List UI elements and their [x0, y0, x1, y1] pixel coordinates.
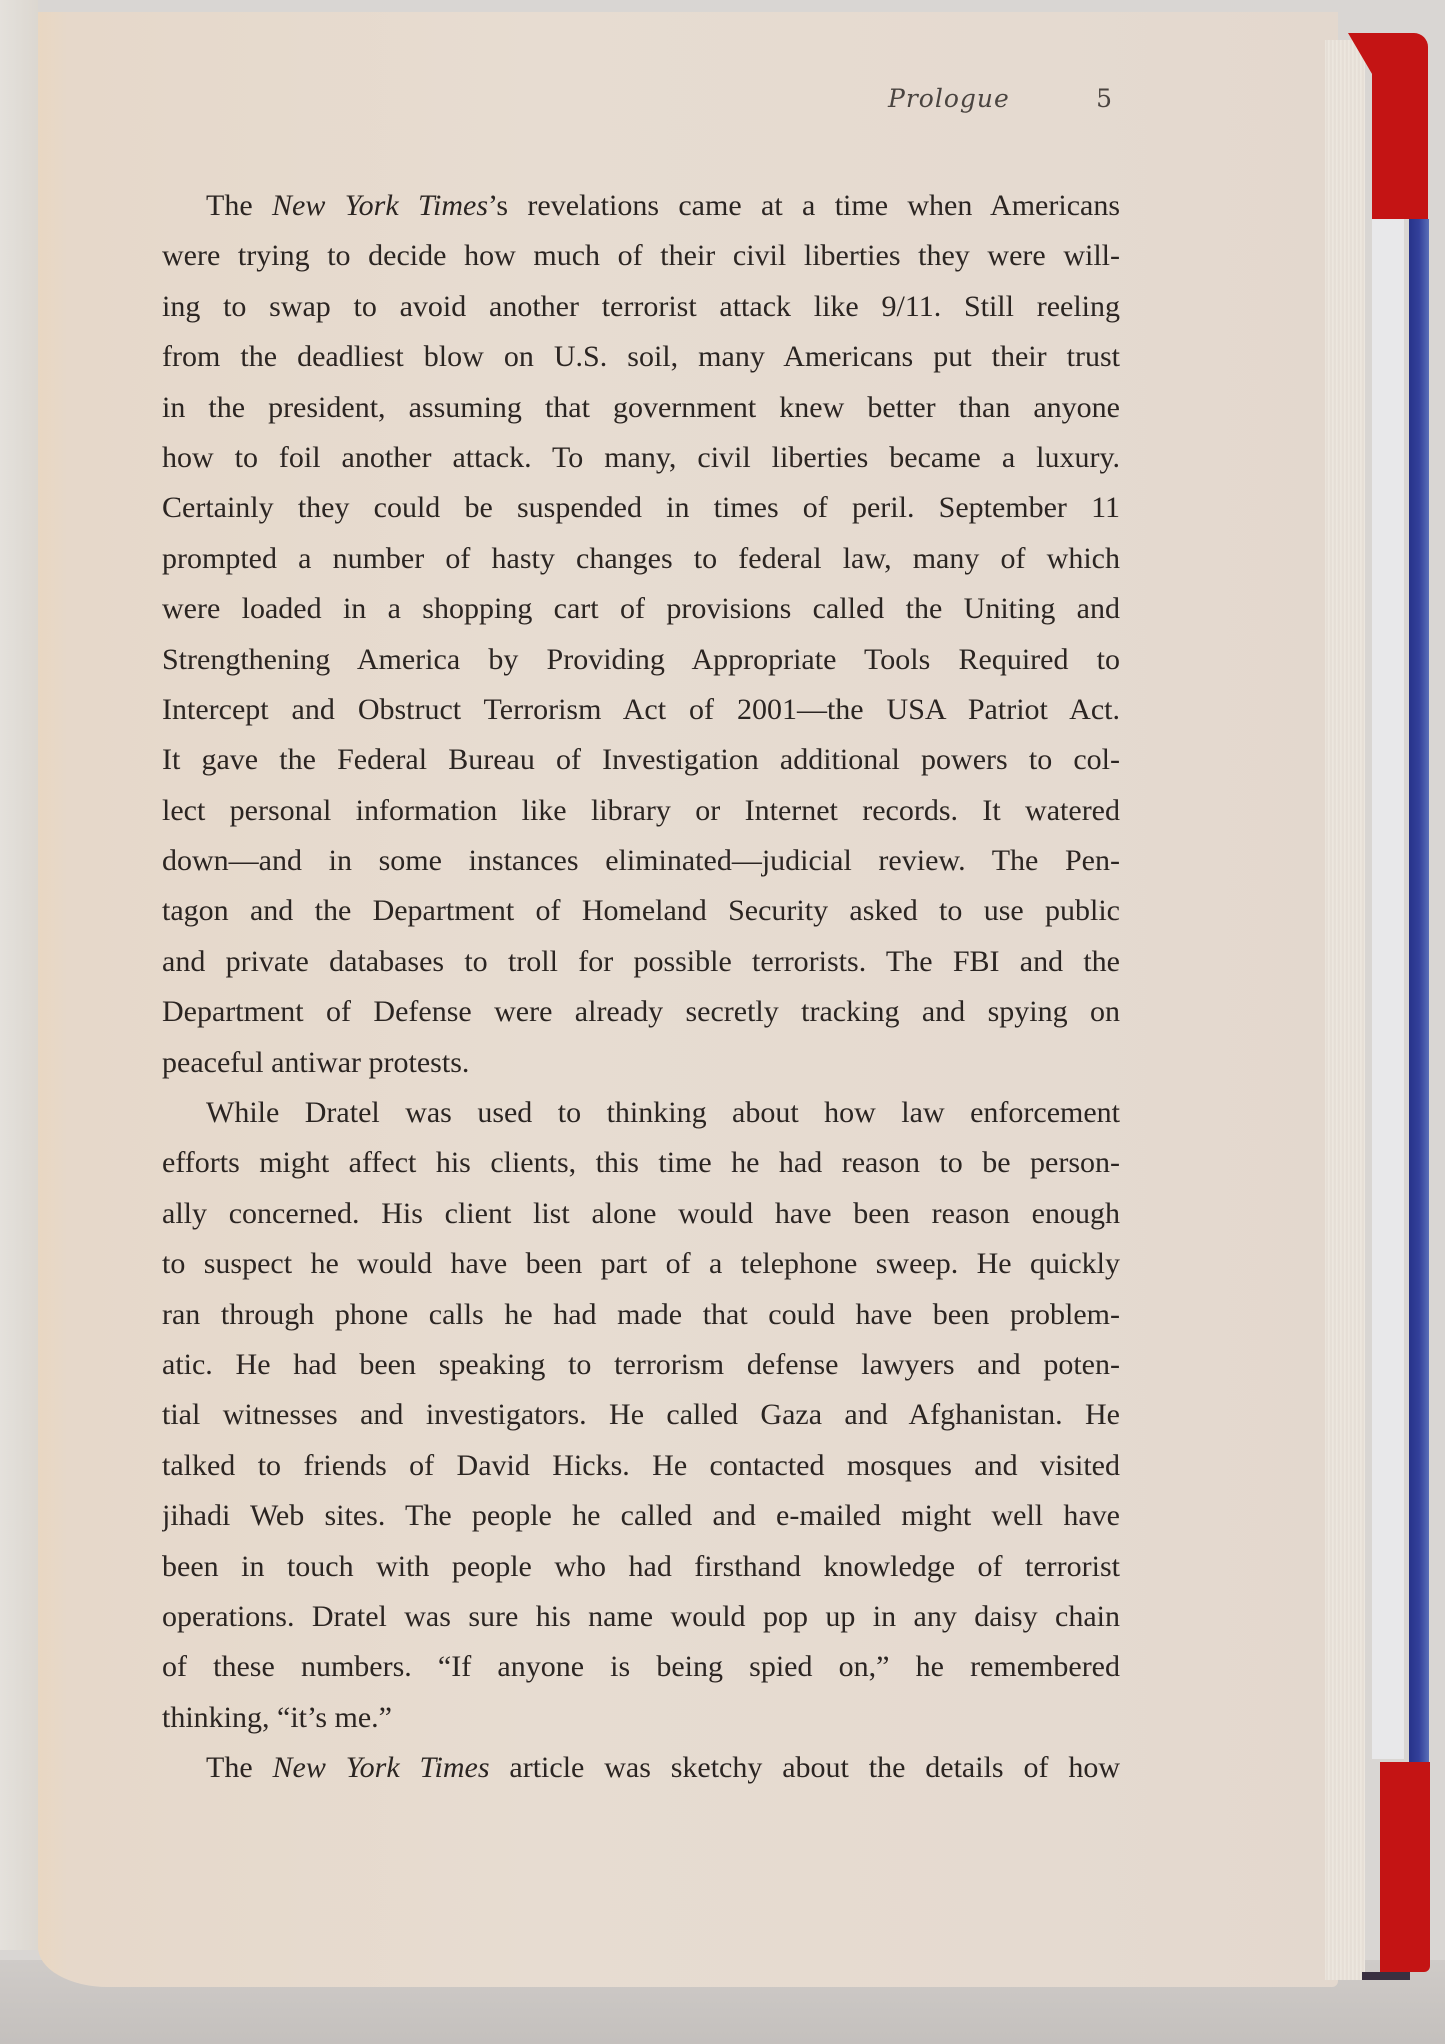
text-run: ’s revelations came at a time when Americans	[488, 189, 1120, 222]
text-run: were loaded in a shopping cart of provisions called the Uniting and	[162, 592, 1120, 626]
text-run: While Dratel was used to thinking about how law enforcement	[206, 1096, 1120, 1130]
text-line	[162, 1290, 1120, 1340]
text-line	[162, 1138, 1120, 1188]
facing-page-edge	[0, 0, 38, 1950]
text-line	[162, 231, 1120, 281]
text-line	[162, 433, 1120, 483]
text-line	[162, 685, 1120, 735]
text-run: operations. Dratel was sure his name would pop up in any daisy chain	[162, 1599, 1120, 1633]
text-line	[162, 282, 1120, 332]
cover-blue-band	[1409, 219, 1429, 1764]
text-run: to suspect he would have been part of a telephone sweep. He quickly	[162, 1247, 1120, 1281]
text-run: prompted a number of hasty changes to federal law, many of which	[162, 541, 1120, 575]
text-run: ally concerned. His client list alone would have been reason enough	[162, 1196, 1120, 1230]
text-run: The	[206, 1751, 273, 1785]
text-line	[162, 1693, 1120, 1743]
text-line	[162, 1340, 1120, 1390]
italic-title: New York Times	[272, 1751, 490, 1785]
text-run: of these numbers. “If anyone is being spied on,” he remembered	[162, 1650, 1120, 1684]
cover-shadow	[1362, 1972, 1410, 1980]
text-line	[162, 1542, 1120, 1592]
text-line	[162, 1038, 1120, 1088]
text-run: jihadi Web sites. The people he called and e-mailed might well have	[162, 1499, 1120, 1533]
text-run: in the president, assuming that government knew better than anyone	[162, 390, 1120, 424]
text-line	[162, 1189, 1120, 1239]
text-line	[162, 1491, 1120, 1541]
text-run: tagon and the Department of Homeland Security asked to use public	[162, 894, 1120, 928]
running-head: Prologue	[888, 84, 1010, 113]
page-block-edges	[1325, 40, 1365, 1980]
text-run: down—and in some instances eliminated—judicial review. The Pen-	[162, 844, 1120, 878]
text-run: It gave the Federal Bureau of Investigation additional powers to col-	[162, 743, 1120, 777]
text-line	[162, 1088, 1120, 1138]
text-run: efforts might affect his clients, this time he had reason to be person-	[162, 1146, 1120, 1180]
text-run: ran through phone calls he had made that could have been problem-	[162, 1297, 1120, 1331]
text-run: ing to swap to avoid another terrorist attack like 9/11. Still reeling	[162, 289, 1120, 323]
page-header	[880, 84, 1120, 120]
text-run: lect personal information like library or Internet records. It watered	[162, 793, 1120, 827]
body-text	[162, 181, 1120, 1794]
text-line	[162, 584, 1120, 634]
text-line	[162, 1441, 1120, 1491]
text-run: Intercept and Obstruct Terrorism Act of 2001—the USA Patriot Act.	[162, 692, 1120, 726]
text-run: were trying to decide how much of their civil liberties they were will-	[162, 239, 1120, 273]
text-run: atic. He had been speaking to terrorism defense lawyers and poten-	[162, 1347, 1120, 1381]
text-line	[162, 735, 1120, 785]
text-run: article was sketchy about the details of how	[489, 1751, 1120, 1785]
text-run: The	[206, 189, 273, 222]
text-line	[162, 1390, 1120, 1440]
text-run: Department of Defense were already secretly tracking and spying on	[162, 995, 1120, 1029]
text-line	[162, 383, 1120, 433]
page-number: 5	[1096, 84, 1112, 113]
text-line	[162, 987, 1120, 1037]
text-line	[162, 937, 1120, 987]
text-line	[162, 1239, 1120, 1289]
text-line	[162, 1642, 1120, 1692]
text-run: and private databases to troll for possible terrorists. The FBI and the	[162, 944, 1120, 978]
text-run: thinking, “it’s me.”	[162, 1700, 392, 1734]
text-run: from the deadliest blow on U.S. soil, many Americans put their trust	[162, 340, 1120, 374]
text-line	[162, 635, 1120, 685]
text-line	[162, 786, 1120, 836]
text-line	[162, 534, 1120, 584]
text-run: talked to friends of David Hicks. He contacted mosques and visited	[162, 1448, 1120, 1482]
text-run: Strengthening America by Providing Appropriate Tools Required to	[162, 642, 1120, 676]
text-line	[162, 181, 1120, 231]
text-run: Certainly they could be suspended in times of peril. September 11	[162, 491, 1120, 525]
text-line	[162, 886, 1120, 936]
italic-title: New York Times	[272, 189, 489, 222]
cover-red-band-bottom	[1380, 1762, 1430, 1972]
text-line	[162, 483, 1120, 533]
text-run: been in touch with people who had firsthand knowledge of terrorist	[162, 1549, 1120, 1583]
paragraph	[162, 181, 1120, 1088]
cover-white-band	[1372, 219, 1404, 1759]
text-run: tial witnesses and investigators. He called Gaza and Afghanistan. He	[162, 1398, 1120, 1432]
text-line	[162, 1592, 1120, 1642]
text-line	[162, 332, 1120, 382]
text-run: peaceful antiwar protests.	[162, 1045, 470, 1079]
paragraph	[162, 1088, 1120, 1743]
text-run: how to foil another attack. To many, civil liberties became a luxury.	[162, 440, 1120, 474]
paragraph	[162, 1743, 1120, 1793]
text-line	[162, 1743, 1120, 1793]
text-line	[162, 836, 1120, 886]
